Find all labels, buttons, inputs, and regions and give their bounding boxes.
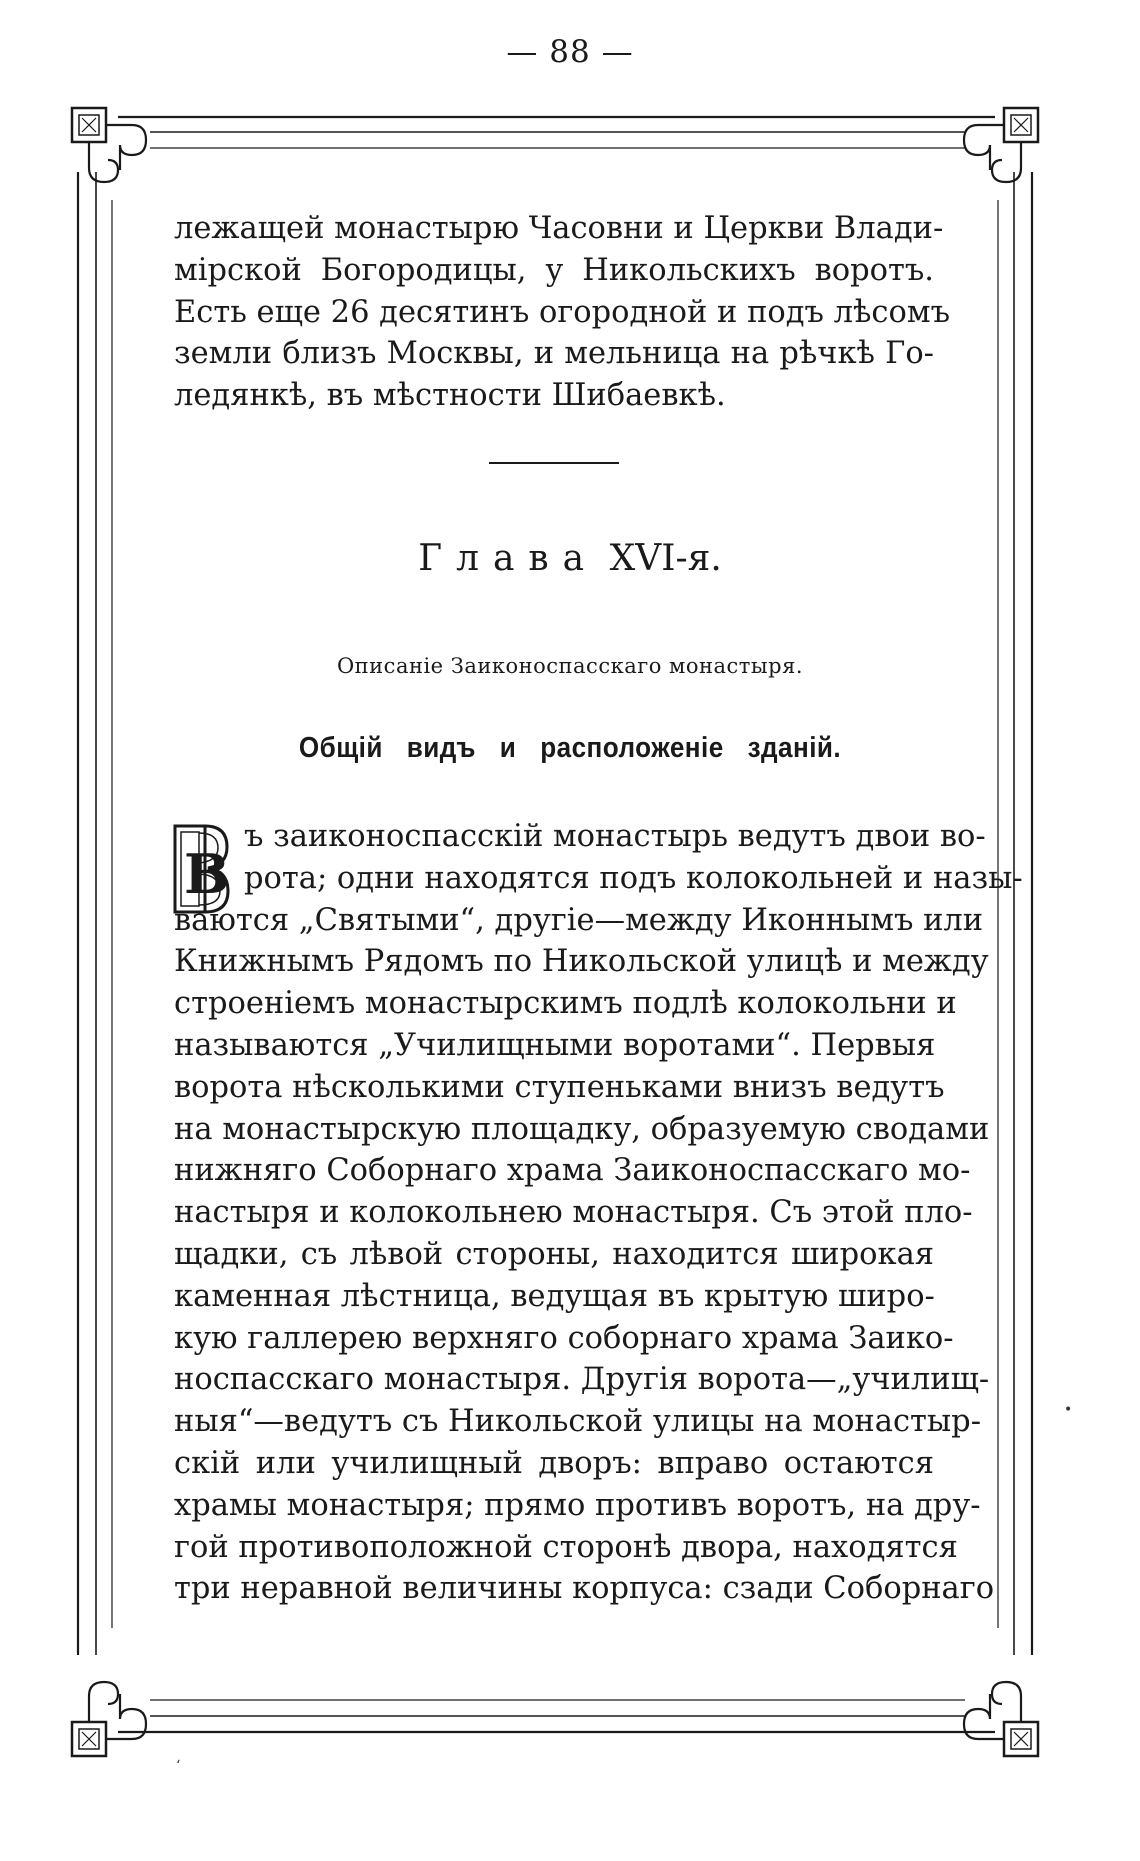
text-line: настыря и колокольнею монастыря. Съ этой пло- [174,1195,973,1231]
text-line: строеніемъ монастырскимъ подлѣ колокольни и [174,986,957,1022]
text-line: земли близъ Москвы, и мельница на рѣчкѣ Го- [174,336,934,372]
corner-ornament-top-right [964,108,1038,182]
text-line: нижняго Соборнаго храма Заиконоспасскаго мо- [174,1153,971,1189]
text-line: на монастырскую площадку, образуемую сводами [174,1111,990,1147]
text-line: рота; одни находятся подъ колокольней и назы- [244,860,1023,896]
text-line: три неравной величины корпуса: сзади Соборнаго [174,1571,995,1607]
section-divider-rule [489,462,619,464]
text-line: гой противоположной сторонѣ двора, находятся [174,1529,958,1565]
chapter-numeral: XVI-я. [609,538,722,579]
text-line: скій или училищный дворъ: вправо остаются [174,1445,934,1481]
chapter-word: Глава [418,538,599,579]
corner-ornament-bottom-right [964,1682,1038,1756]
chapter-title [0,538,1140,579]
text-line: лежащей монастырю Часовни и Церкви Влади- [174,211,944,246]
text-line: ледянкѣ, въ мѣстности Шибаевкѣ. [174,378,726,414]
corner-ornament-top-left [72,108,146,182]
text-line: Есть еще 26 десятинъ огородной и подъ лѣсомъ [174,294,950,330]
text-line: мірской Богородицы, у Никольскихъ воротъ. [174,252,934,288]
ink-speck: ʻ [176,1758,181,1774]
drop-cap-letter: В [184,842,230,906]
text-line: носпасскаго монастыря. Другія ворота—„училищ- [174,1362,990,1398]
text-line: каменная лѣстница, ведущая въ крытую широ- [174,1278,935,1314]
text-line: ваются „Святыми“, другіе—между Иконнымъ или [174,902,984,938]
text-line: кую галлерею верхняго соборнаго храма Заико- [174,1320,954,1356]
text-line: ъ заиконоспасскій монастырь ведутъ двои во- [244,819,986,854]
text-line: Книжнымъ Рядомъ по Никольской улицѣ и между [174,944,989,980]
text-line: ныя“—ведутъ съ Никольской улицы на монастыр- [174,1404,981,1440]
chapter-subtitle: Описаніе Заиконоспасскаго монастыря. [336,654,804,678]
paragraph-1 [174,208,950,417]
text-line: щадки, съ лѣвой стороны, находится широкая [174,1236,934,1272]
page-number: — 88 — [506,34,634,70]
ink-speck: • [1064,1402,1073,1418]
text-line: храмы монастыря; прямо противъ воротъ, на дру- [174,1487,981,1523]
paragraph-2 [174,816,1023,1610]
section-heading: Общій видъ и расположеніе зданій. [298,732,842,764]
text-line: ворота нѣсколькими ступеньками внизъ ведутъ [174,1069,945,1105]
text-line: называются „Училищными воротами“. Первыя [174,1027,936,1063]
corner-ornament-bottom-left [72,1682,146,1756]
